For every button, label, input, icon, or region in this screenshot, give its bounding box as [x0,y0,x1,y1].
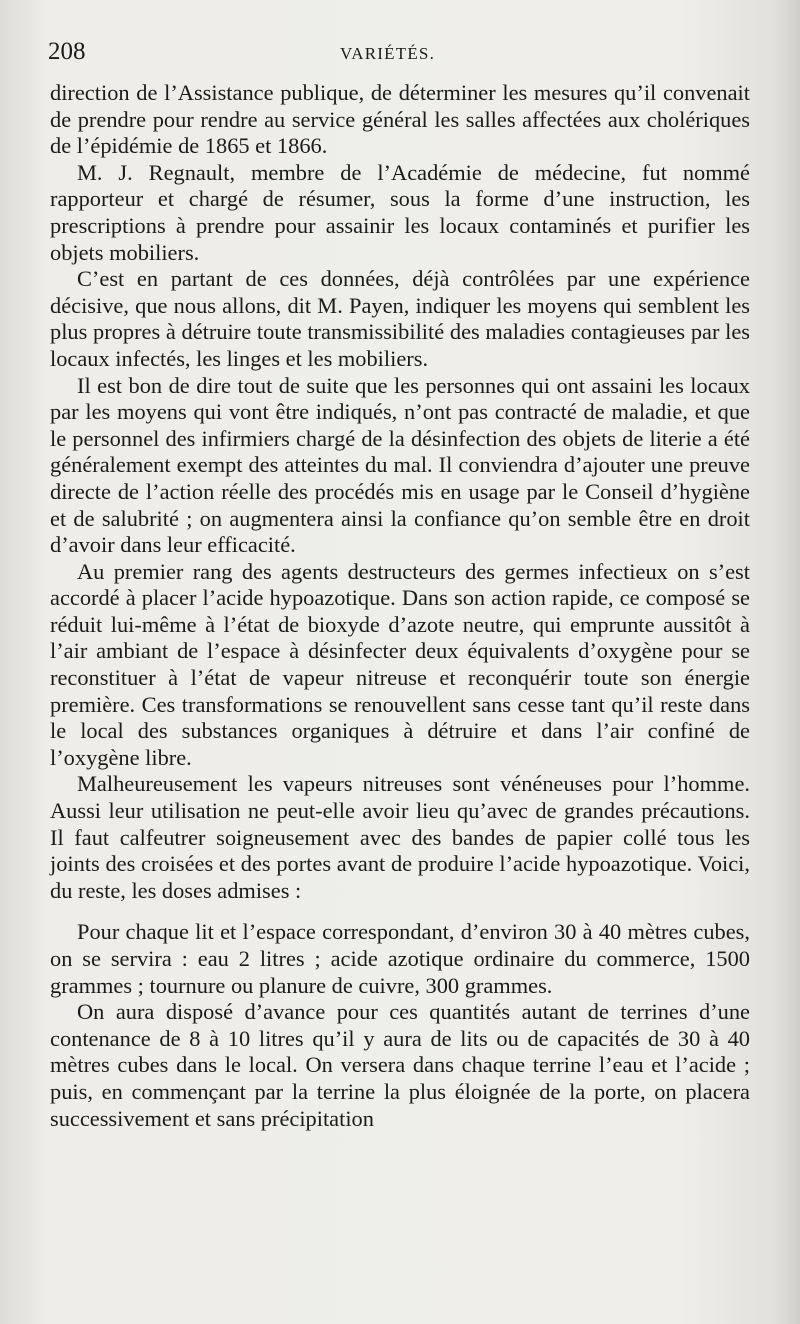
paragraph: C’est en partant de ces données, déjà contrôlées par une expérience décisive, que nous allons, dit M. Payen, indiquer les moyens qui semblent les plus propres à détruire toute transmissibilité des maladies contagieuses par les locaux infectés, les linges et les mobiliers. [50,266,750,371]
page-header [48,38,748,72]
paragraph: Au premier rang des agents destructeurs des germes infectieux on s’est accordé à placer l’acide hypoazotique. Dans son action rapide, ce composé se réduit lui-même à l’état de bioxyde d’azote neutre, qui emprunte aussitôt à l’air ambiant de l’espace à désinfecter deux équivalents d’oxygène pour se reconstituer à l’état de vapeur nitreuse et reconquérir toute son énergie première. Ces transformations se renouvellent sans cesse tant qu’il reste dans le local des substances organiques à détruire et dans l’air confiné de l’oxygène libre. [50,558,750,770]
dose-paragraph: Pour chaque lit et l’espace correspondant, d’environ 30 à 40 mètres cubes, on se servira : eau 2 litres ; acide azotique ordinaire du commerce, 1500 grammes ; tournure ou planure de cuivre, 300 grammes. [50,919,750,998]
paragraph: Malheureusement les vapeurs nitreuses sont vénéneuses pour l’homme. Aussi leur utilisation ne peut-elle avoir lieu qu’avec de grandes précautions. Il faut calfeutrer soigneusement avec des bandes de papier collé tous les joints des croisées et des portes avant de produire l’acide hypoazotique. Voici, du reste, les doses admises : [50,771,750,903]
paragraph: Il est bon de dire tout de suite que les personnes qui ont assaini les locaux par les moyens qui vont être indiqués, n’ont pas contracté de maladie, et que le personnel des infirmiers chargé de la désinfection des objets de literie a été généralement exempt des atteintes du mal. Il conviendra d’ajouter une preuve directe de l’action réelle des procédés mis en usage par le Conseil d’hygiène et de salubrité ; on augmentera ainsi la confiance qu’on semble être en droit d’avoir dans leur efficacité. [50,372,750,558]
page-number: 208 [48,38,86,65]
body-text [50,80,750,1132]
paragraph: M. J. Regnault, membre de l’Académie de médecine, fut nommé rapporteur et chargé de résumer, sous la forme d’une instruction, les prescriptions à prendre pour assainir les locaux contaminés et purifier les objets mobiliers. [50,159,750,265]
paragraph: direction de l’Assistance publique, de déterminer les mesures qu’il convenait de prendre pour rendre au service général les salles affectées aux cholériques de l’épidémie de 1865 et 1866. [50,80,750,159]
running-head: VARIÉTÉS. [340,44,436,63]
paragraph: On aura disposé d’avance pour ces quantités autant de terrines d’une contenance de 8 à 10 litres qu’il y aura de lits ou de capacités de 30 à 40 mètres cubes dans le local. On versera dans chaque terrine l’eau et l’acide ; puis, en commençant par la terrine la plus éloignée de la porte, on placera successivement et sans précipitation [50,999,750,1131]
